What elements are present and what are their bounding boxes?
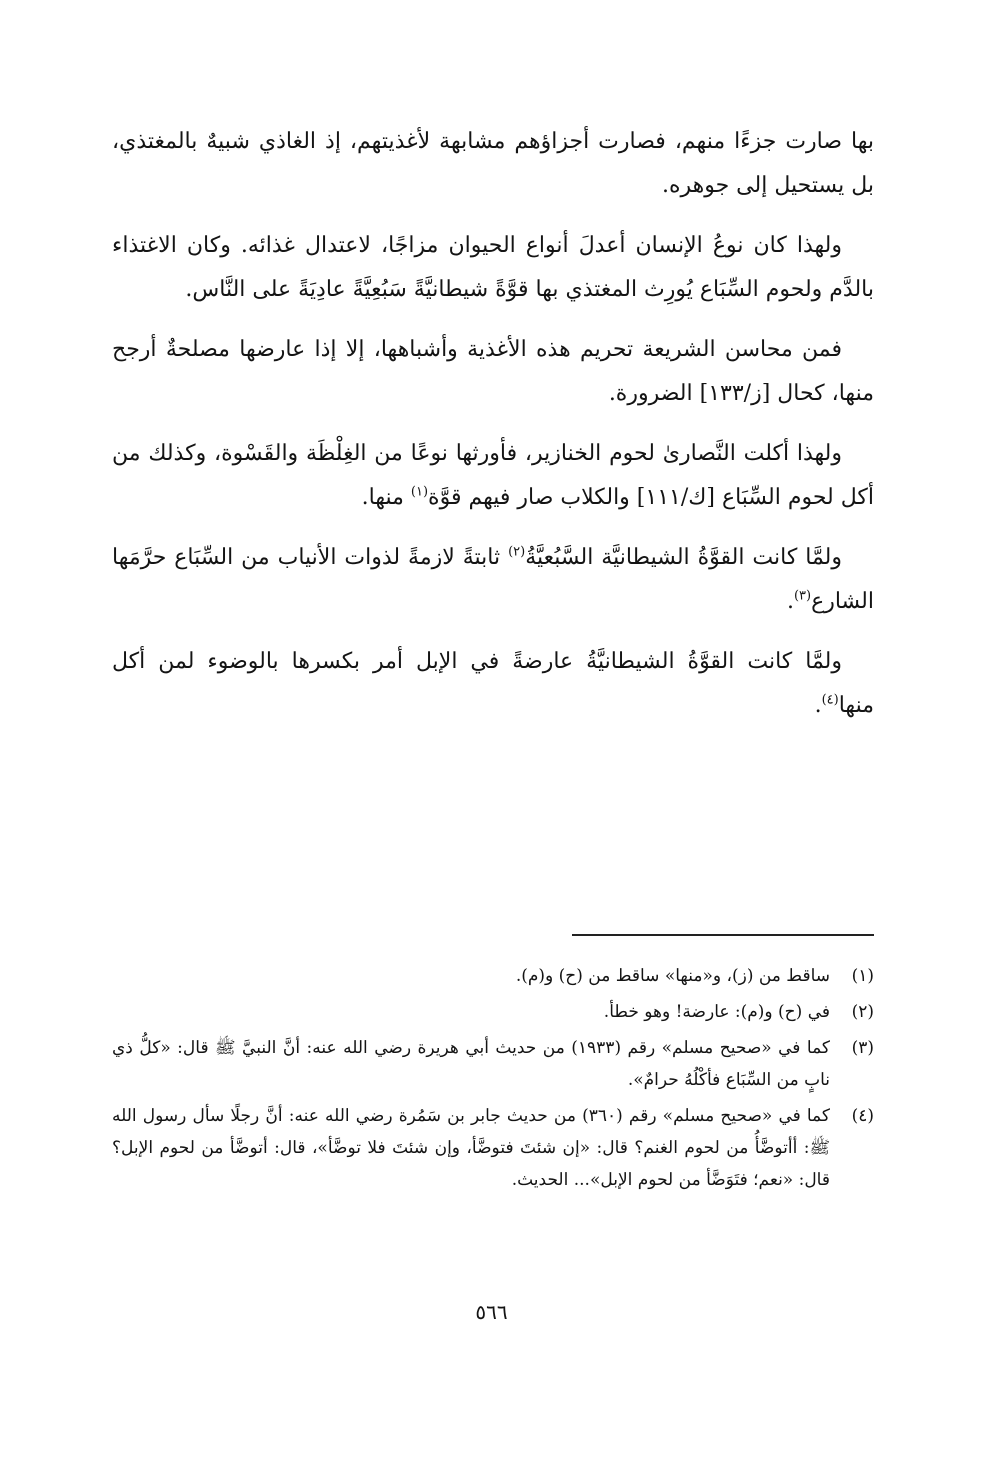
footnote-1 (112, 960, 874, 992)
paragraph-text: . (814, 693, 822, 718)
footnote-number: (٤) (851, 1106, 874, 1126)
paragraph-text: ولهذا أكلت النَّصارىٰ لحوم الخنازير، فأورثها نوعًا من الغِلْظَة والقَسْوة، وكذلك من أكل لحوم السِّبَاع [ك/١١١] والكلاب صار فيهم قوَّة (112, 441, 874, 510)
paragraph-text: منها. (361, 485, 411, 510)
footnote-3 (112, 1032, 874, 1096)
footnote-separator (572, 934, 874, 936)
footnote-number: (١) (851, 966, 874, 986)
paragraph-text: . (786, 589, 794, 614)
paragraph-5 (112, 536, 874, 624)
footnote-text: ساقط من (ز)، و«منها» ساقط من (ح) و(م). (515, 966, 830, 986)
paragraph-text: ولمَّا كانت القوَّةُ الشيطانيَّة السَّبُعيَّةُ (525, 545, 842, 570)
footnote-ref[interactable]: (١) (410, 484, 429, 500)
footnotes (112, 960, 874, 1200)
footnote-number: (٢) (851, 1002, 874, 1022)
paragraph-6 (112, 640, 874, 728)
paragraph-text: ثابتةً لازمةً لذوات الأنياب من السِّبَاع حرَّمَها الشارع (112, 545, 874, 614)
footnote-ref[interactable]: (٢) (508, 544, 526, 560)
paragraph-text: ولهذا كان نوعُ الإنسان أعدلَ أنواع الحيوان مزاجًا، لاعتدال غذائه. وكان الاغتذاء بالدَّم ولحوم السِّبَاع يُورِث المغتذي بها قوَّةً شيطانيَّةً سَبُعِيَّةً عادِيَةً على النَّاس. (112, 233, 874, 302)
page-number: ٥٦٦ (475, 1300, 508, 1324)
footnote-number: (٣) (851, 1038, 874, 1058)
footnote-ref[interactable]: (٣) (793, 588, 812, 604)
paragraph-1 (112, 120, 874, 208)
main-text (112, 120, 874, 744)
footnote-text: كما في «صحيح مسلم» رقم (٣٦٠) من حديث جابر بن سَمُرة رضي الله عنه: أنَّ رجلًا سأل رسول الله ﷺ: أأتوضَّأُ من لحوم الغنم؟ قال: «إن شئتَ فتوضَّأ، وإن شئتَ فلا توضَّأ»، قال: أتوضَّأ من لحوم الإبل؟ قال: «نعم؛ فتَوَضَّأ من لحوم الإبل»... الحديث. (112, 1106, 830, 1190)
paragraph-text: فمن محاسن الشريعة تحريم هذه الأغذية وأشباهها، إلا إذا عارضها مصلحةٌ أرجح منها، كحال [ز/١٣٣] الضرورة. (112, 337, 874, 406)
paragraph-4 (112, 432, 874, 520)
footnote-4 (112, 1100, 874, 1196)
paragraph-text: ولمَّا كانت القوَّةُ الشيطانيَّةُ عارضةً في الإبل أمر بكسرها بالوضوء لمن أكل منها (112, 649, 874, 718)
footnote-2 (112, 996, 874, 1028)
paragraph-text: بها صارت جزءًا منهم، فصارت أجزاؤهم مشابهة لأغذيتهم، إذ الغاذي شبيهٌ بالمغتذي، بل يستحيل إلى جوهره. (112, 129, 874, 198)
paragraph-3 (112, 328, 874, 416)
footnote-text: في (ح) و(م): عارضة! وهو خطأ. (603, 1002, 830, 1022)
footnote-text: كما في «صحيح مسلم» رقم (١٩٣٣) من حديث أبي هريرة رضي الله عنه: أنَّ النبيَّ ﷺ قال: «كلُّ ذي نابٍ من السِّبَاع فأكْلُهُ حرامٌ». (112, 1038, 830, 1090)
footnote-ref[interactable]: (٤) (821, 692, 839, 708)
paragraph-2 (112, 224, 874, 312)
